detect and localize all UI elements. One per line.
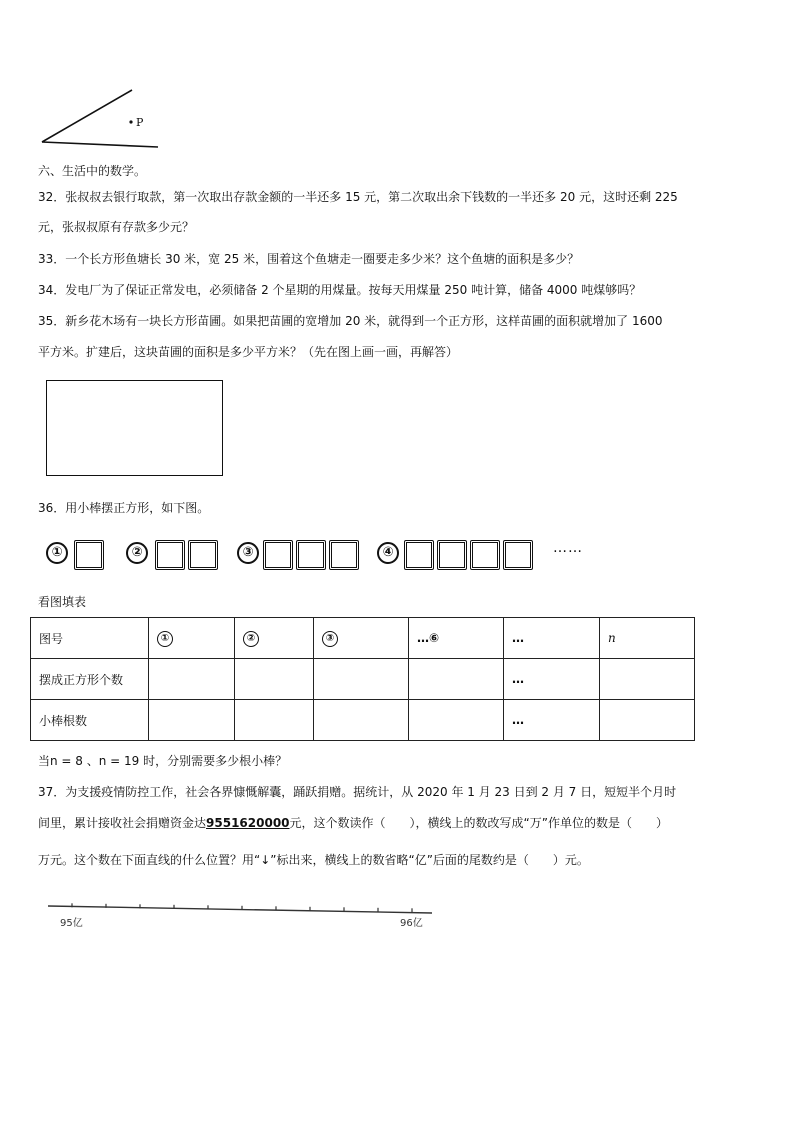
answer-cell[interactable] (314, 659, 409, 700)
table-row (31, 659, 695, 700)
q32-line2: 元，张叔叔原有存款多少元？ (38, 220, 195, 234)
q33-text: 33．一个长方形鱼塘长 30 米，宽 25 米，围着这个鱼塘走一圈要走多少米？这个鱼塘的面积是多少？ (38, 252, 580, 266)
point-p-dot (129, 120, 132, 123)
q32-line1: 32．张叔叔去银行取款，第一次取出存款金额的一半还多 15 元，第二次取出余下钱数的一半还多 20 元，这时还剩 225 (38, 190, 678, 204)
q37-line2-end: 元，这个数读作（ ），横线上的数改写成“万”作单位的数是（ ） (289, 816, 668, 830)
answer-cell[interactable] (409, 659, 504, 700)
fill-in-table (30, 617, 695, 741)
col-header: ① (149, 618, 235, 659)
q35-line1: 35．新乡花木场有一块长方形苗圃。如果把苗圃的宽增加 20 米，就得到一个正方形，这样苗圃的面积就增加了 1600 (38, 314, 663, 328)
answer-cell[interactable] (235, 700, 314, 741)
number-line (40, 898, 440, 934)
matchstick-square (188, 540, 218, 570)
table-row (31, 700, 695, 741)
matchstick-square (74, 540, 104, 570)
answer-cell[interactable] (149, 700, 235, 741)
matchstick-square (404, 540, 434, 570)
matchstick-square (155, 540, 185, 570)
angle-ray-upper (42, 90, 132, 142)
q37-line2-start: 间里，累计接收社会捐赠资金达 (38, 816, 207, 830)
row-header-stick-count: 小棒根数 (31, 700, 149, 741)
figure-ellipsis: …… (553, 540, 583, 556)
answer-cell[interactable] (600, 659, 695, 700)
matchstick-square (470, 540, 500, 570)
col-header: …⑥ (409, 618, 504, 659)
point-p-label: P (136, 116, 144, 129)
angle-figure (36, 84, 166, 154)
section-title: 六、生活中的数学。 (38, 164, 147, 178)
col-header: ② (235, 618, 314, 659)
answer-cell[interactable] (600, 700, 695, 741)
figure-label-4: ④ (377, 542, 399, 564)
q35-line2: 平方米。扩建后，这块苗圃的面积是多少平方米？（先在图上画一画，再解答） (38, 345, 459, 359)
figure-label-1: ① (46, 542, 68, 564)
matchstick-square (263, 540, 293, 570)
ellipsis-cell: … (504, 659, 600, 700)
ellipsis-cell: … (504, 700, 600, 741)
row-header-figure-no: 图号 (31, 618, 149, 659)
answer-cell[interactable] (409, 700, 504, 741)
table-row (31, 618, 695, 659)
answer-cell[interactable] (149, 659, 235, 700)
q37-line1: 37．为支援疫情防控工作，社会各界慷慨解囊，踊跃捐赠。据统计，从 2020 年 1 月 23 日到 2 月 7 日，短短半个月时 (38, 785, 677, 799)
q36-question: 当n = 8 、n = 19 时，分别需要多少根小棒？ (38, 754, 288, 768)
figure-label-3: ③ (237, 542, 259, 564)
row-header-square-count: 摆成正方形个数 (31, 659, 149, 700)
number-line-end-label: 96亿 (400, 918, 423, 929)
matchstick-square (503, 540, 533, 570)
matchstick-square (437, 540, 467, 570)
q34-text: 34．发电厂为了保证正常发电，必须储备 2 个星期的用煤量。按每天用煤量 250 吨计算，储备 4000 吨煤够吗？ (38, 283, 642, 297)
q37-line3: 万元。这个数在下面直线的什么位置？用“↓”标出来，横线上的数省略“亿”后面的尾数约是（ ）元。 (38, 853, 589, 867)
answer-cell[interactable] (235, 659, 314, 700)
number-line-start-label: 95亿 (60, 918, 83, 929)
matchstick-square (329, 540, 359, 570)
col-header: … (504, 618, 600, 659)
angle-ray-lower (42, 142, 158, 147)
col-header: n (600, 618, 695, 659)
q37-line2 (38, 815, 668, 831)
nursery-rectangle (46, 380, 223, 476)
q36-title: 36．用小棒摆正方形，如下图。 (38, 501, 210, 515)
col-header: ③ (314, 618, 409, 659)
matchstick-square (296, 540, 326, 570)
answer-cell[interactable] (314, 700, 409, 741)
donation-amount: 9551620000 (206, 816, 290, 830)
matchstick-figure (0, 530, 794, 580)
table-caption: 看图填表 (38, 595, 87, 609)
figure-label-2: ② (126, 542, 148, 564)
